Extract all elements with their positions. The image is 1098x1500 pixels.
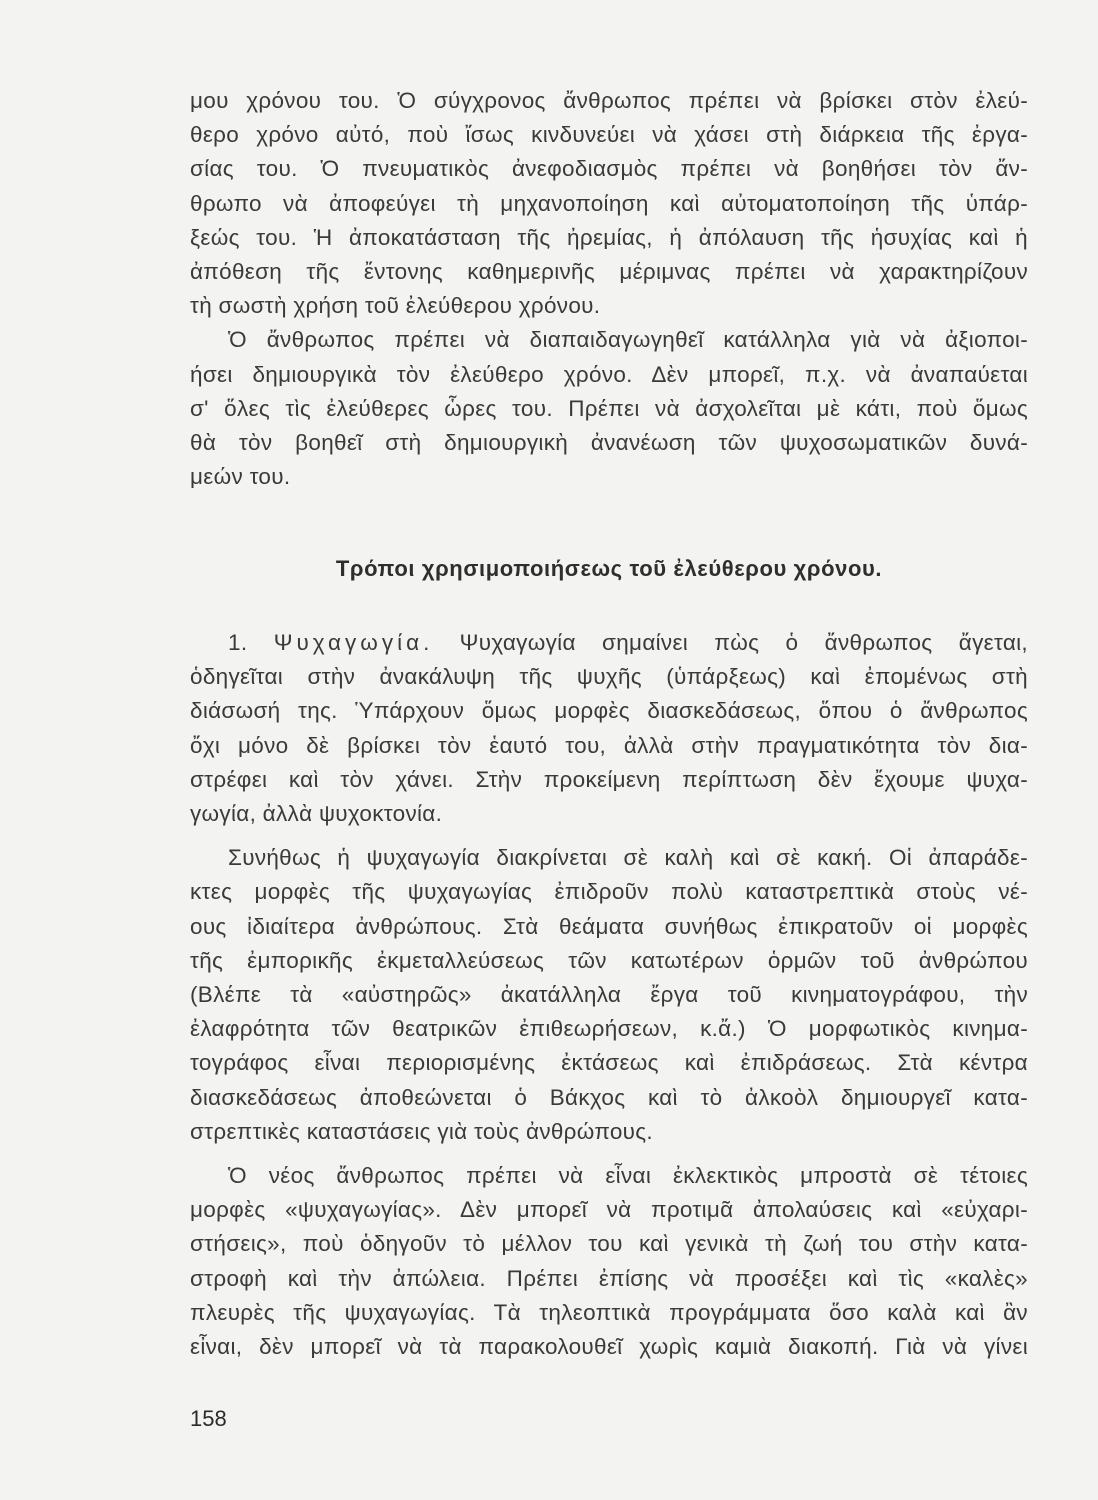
item-number: 1. — [228, 630, 248, 655]
text-line: Συνήθως ἡ ψυχαγωγία διακρίνεται σὲ καλὴ καὶ σὲ κακή. Οἱ ἀπαράδε- — [228, 845, 1028, 871]
text-line: κτες μορφὲς τῆς ψυχαγωγίας ἐπιδροῦν πολὺ καταστρεπτικὰ στοὺς νέ- — [190, 879, 1028, 905]
item-first-line — [190, 626, 1028, 660]
text-line: Ὁ νέος ἄνθρωπος πρέπει νὰ εἶναι ἐκλεκτικὸς μπροστὰ σὲ τέτοιες — [228, 1163, 1028, 1189]
text-line: ους ἰδιαίτερα ἀνθρώπους. Στὰ θεάματα συνήθως ἐπικρατοῦν οἱ μορφὲς — [190, 913, 1028, 939]
text-line: πλευρὲς τῆς ψυχαγωγίας. Τὰ τηλεοπτικὰ προγράμματα ὅσο καλὰ καὶ ἂν — [190, 1299, 1028, 1325]
item-first-line-rest: Ψυχαγωγία σημαίνει πὼς ὁ ἄνθρωπος ἄγεται, — [459, 630, 1028, 655]
text-line: ήσει δημιουργικὰ τὸν ἐλεύθερο χρόνο. Δὲν μπορεῖ, π.χ. νὰ ἀναπαύεται — [190, 361, 1028, 387]
section-heading: Τρόποι χρησιμοποιήσεως τοῦ ἐλεύθερου χρόνου. — [335, 556, 883, 581]
text-line: θὰ τὸν βοηθεῖ στὴ δημιουργικὴ ἀνανέωση τῶν ψυχοσωματικῶν δυνά- — [190, 430, 1028, 456]
text-line: εἶναι, δὲν μπορεῖ νὰ τὰ παρακολουθεῖ χωρὶς καμιὰ διακοπή. Γιὰ νὰ γίνει — [190, 1334, 1028, 1360]
text-line: ἀπόθεση τῆς ἔντονης καθημερινῆς μέριμνας πρέπει νὰ χαρακτηρίζουν — [190, 259, 1028, 285]
text-line: τὴ σωστὴ χρήση τοῦ ἐλεύθερου χρόνου. — [190, 293, 601, 319]
text-line: στρεπτικὲς καταστάσεις γιὰ τοὺς ἀνθρώπους. — [190, 1118, 653, 1144]
text-line: σίας του. Ὁ πνευματικὸς ἀνεφοδιασμὸς πρέπει νὰ βοηθήσει τὸν ἄν- — [190, 156, 1028, 182]
text-line: ξεώς του. Ἡ ἀποκατάσταση τῆς ἠρεμίας, ἡ ἀπόλαυση τῆς ἡσυχίας καὶ ἡ — [190, 224, 1028, 250]
text-line: στρέφει καὶ τὸν χάνει. Στὴν προκείμενη περίπτωση δὲν ἔχουμε ψυχα- — [190, 766, 1028, 792]
text-line: διάσωσή της. Ὑπάρχουν ὅμως μορφὲς διασκεδάσεως, ὅπου ὁ ἄνθρωπος — [190, 698, 1028, 724]
text-line: θρωπο νὰ ἀποφεύγει τὴ μηχανοποίηση καὶ αὐτοματοποίηση τῆς ὑπάρ- — [190, 190, 1028, 216]
text-line: Ὁ ἄνθρωπος πρέπει νὰ διαπαιδαγωγηθεῖ κατάλληλα γιὰ νὰ ἀξιοποι- — [228, 327, 1028, 353]
text-line: τῆς ἐμπορικῆς ἐκμεταλλεύσεως τῶν κατωτέρων ὁρμῶν τοῦ ἀνθρώπου — [190, 947, 1028, 973]
text-line: ἐλαφρότητα τῶν θεατρικῶν ἐπιθεωρήσεων, κ.ἄ.) Ὁ μορφωτικὸς κινημα- — [190, 1016, 1028, 1042]
body-text-top — [190, 84, 1028, 494]
text-line: στήσεις», ποὺ ὁδηγοῦν τὸ μέλλον του καὶ γενικὰ τὴ ζωή του στὴν κατα- — [190, 1231, 1028, 1257]
item-term: Ψυχαγωγία. — [273, 630, 434, 655]
text-line: ὄχι μόνο δὲ βρίσκει τὸν ἑαυτό του, ἀλλὰ στὴν πραγματικότητα τὸν δια- — [190, 732, 1028, 758]
text-line: θερο χρόνο αὐτό, ποὺ ἴσως κινδυνεύει νὰ χάσει στὴ διάρκεια τῆς ἐργα- — [190, 122, 1028, 148]
text-line: σ' ὅλες τὶς ἐλεύθερες ὧρες του. Πρέπει νὰ ἀσχολεῖται μὲ κάτι, ποὺ ὅμως — [190, 395, 1028, 421]
text-line: (Βλέπε τὰ «αὐστηρῶς» ἀκατάλληλα ἔργα τοῦ κινηματογράφου, τὴν — [190, 982, 1028, 1008]
text-line: γωγία, ἀλλὰ ψυχοκτονία. — [190, 801, 443, 827]
text-line: μορφὲς «ψυχαγωγίας». Δὲν μπορεῖ νὰ προτιμᾶ ἀπολαύσεις καὶ «εὐχαρι- — [190, 1197, 1028, 1223]
text-line: τογράφος εἶναι περιορισμένης ἐκτάσεως καὶ ἐπιδράσεως. Στὰ κέντρα — [190, 1050, 1028, 1076]
text-line: μεών του. — [190, 464, 291, 490]
body-text-bottom — [190, 626, 1028, 1364]
text-line: στροφὴ καὶ τὴν ἀπώλεια. Πρέπει ἐπίσης νὰ προσέξει καὶ τὶς «καλὲς» — [190, 1265, 1028, 1291]
text-line: μου χρόνου του. Ὁ σύγχρονος ἄνθρωπος πρέπει νὰ βρίσκει στὸν ἐλεύ- — [190, 88, 1028, 113]
text-line: ὁδηγεῖται στὴν ἀνακάλυψη τῆς ψυχῆς (ὑπάρξεως) καὶ ἐπομένως στὴ — [190, 664, 1028, 690]
page-number: 158 — [190, 1406, 227, 1431]
text-line: διασκεδάσεως ἀποθεώνεται ὁ Βάκχος καὶ τὸ ἀλκοὸλ δημιουργεῖ κατα- — [190, 1084, 1028, 1110]
